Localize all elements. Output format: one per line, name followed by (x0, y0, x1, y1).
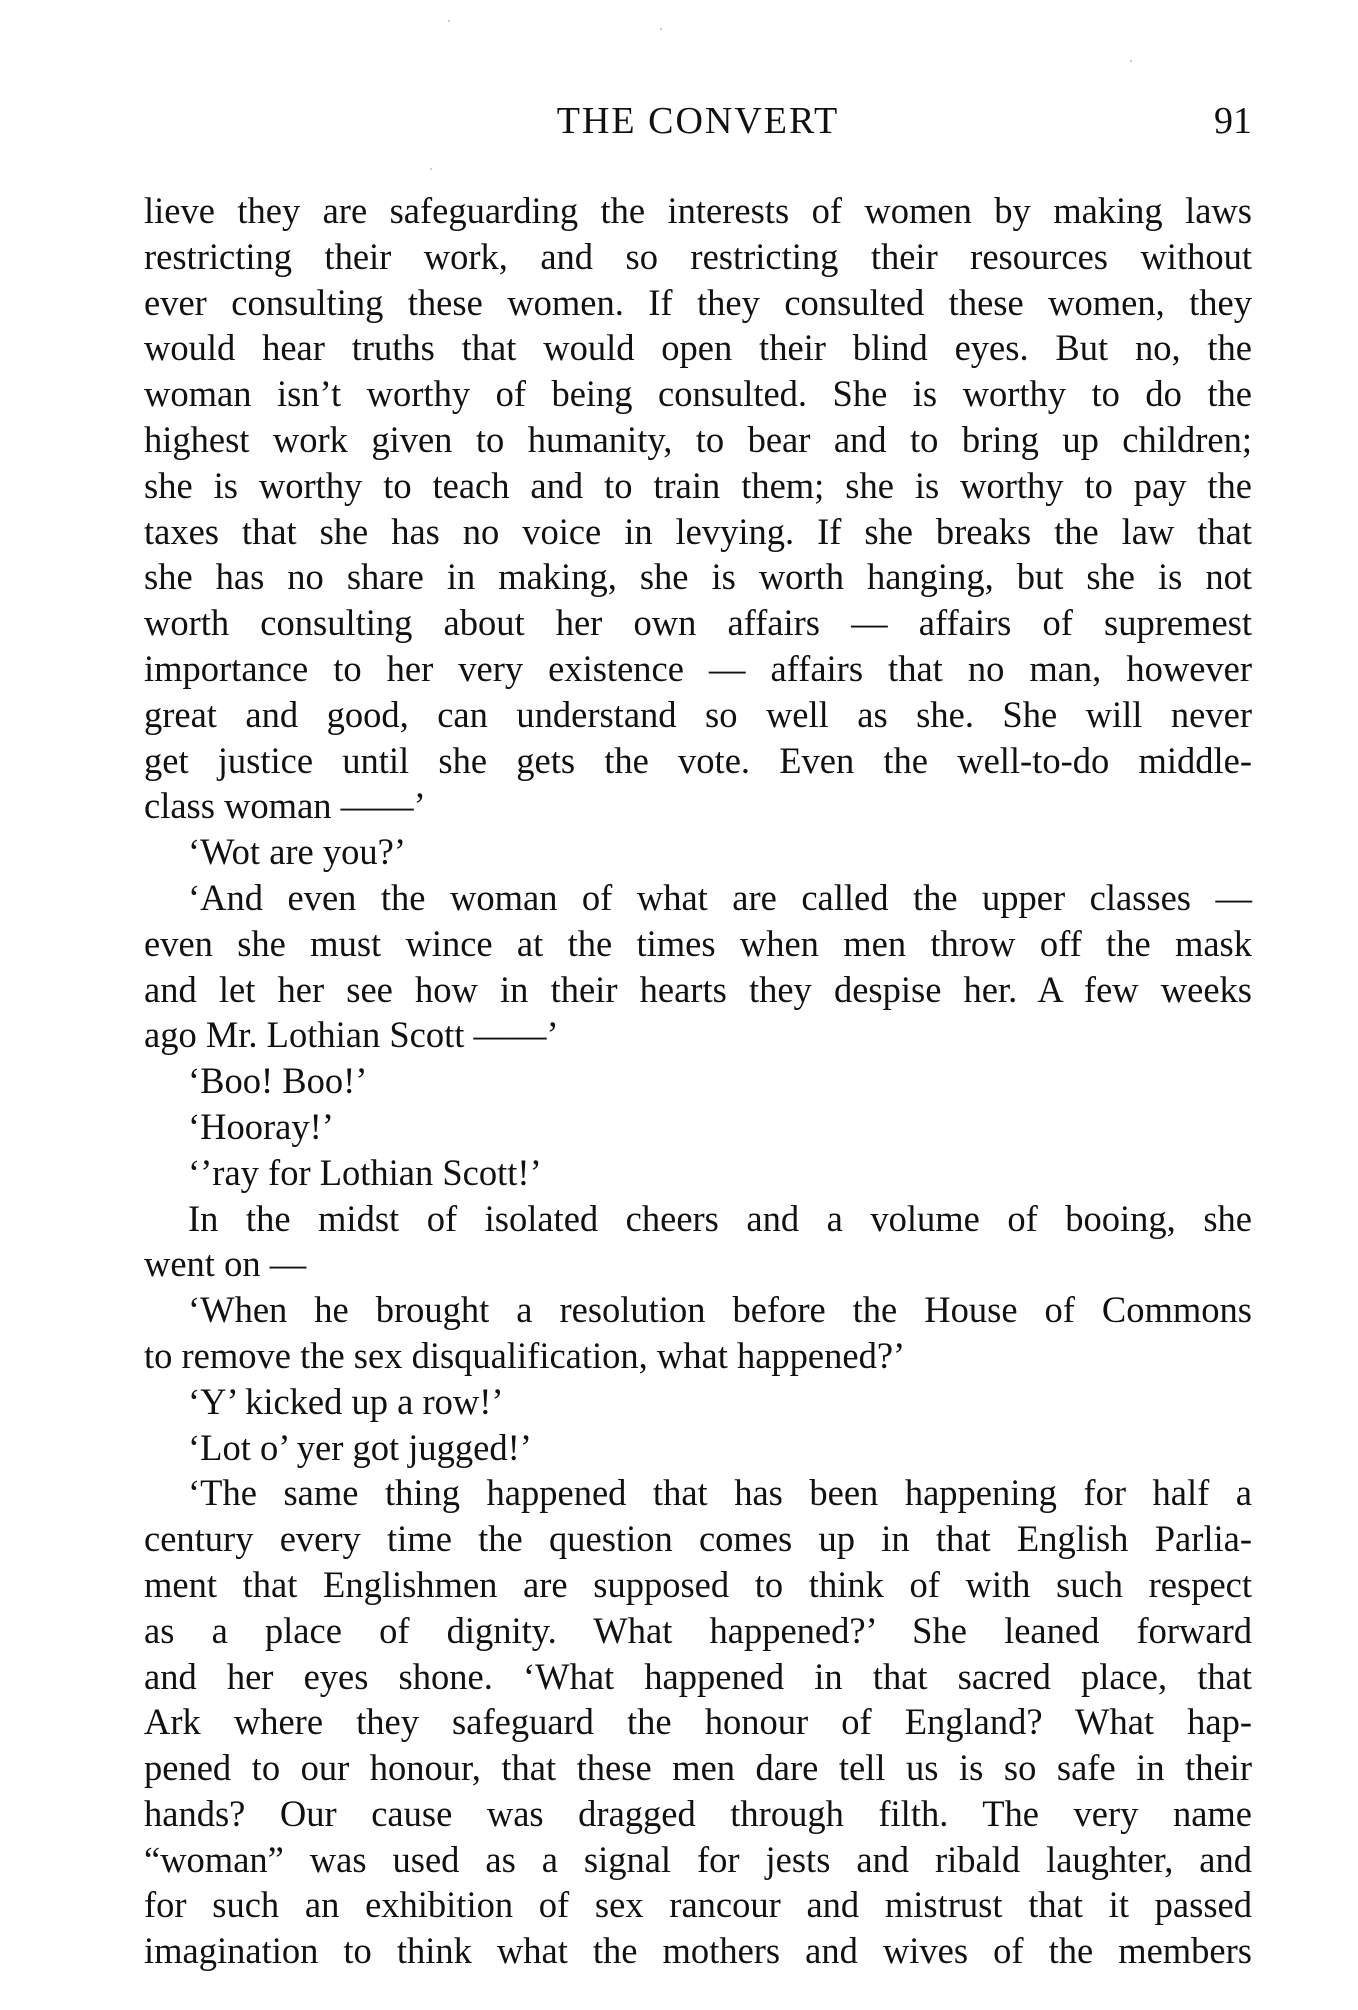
text-line: ‘When he brought a resolution before the House of Commons (188, 1289, 1252, 1331)
text-line: ago Mr. Lothian Scott ——’ (144, 1014, 559, 1056)
text-line: and her eyes shone. ‘What happened in that sacred place, that (144, 1655, 1252, 1697)
text-line: for such an exhibition of sex rancour and mistrust that it passed (144, 1884, 1252, 1926)
text-line: worth consulting about her own affairs — affairs of supremest (144, 602, 1252, 644)
text-line: and let her see how in their hearts they despise her. A few weeks (144, 968, 1252, 1010)
text-line: restricting their work, and so restricting their resources without (144, 235, 1252, 277)
scan-speck (430, 168, 432, 170)
scan-speck (448, 20, 450, 22)
text-line: went on — (144, 1243, 307, 1285)
text-line: taxes that she has no voice in levying. If she breaks the law that (144, 510, 1252, 552)
text-line: as a place of dignity. What happened?’ She leaned forward (144, 1609, 1252, 1651)
text-line: to remove the sex disqualification, what happened?’ (144, 1334, 906, 1376)
text-line: pened to our honour, that these men dare tell us is so safe in their (144, 1747, 1252, 1789)
text-line: she has no share in making, she is worth hanging, but she is not (144, 556, 1252, 598)
text-line: ‘And even the woman of what are called the upper classes — (188, 876, 1252, 918)
text-line: lieve they are safeguarding the interests of women by making laws (144, 190, 1252, 231)
text-line: ‘The same thing happened that has been happening for half a (188, 1472, 1252, 1514)
text-line: imagination to think what the mothers and wives of the members (144, 1930, 1252, 1972)
text-line: ‘Y’ kicked up a row!’ (188, 1380, 504, 1422)
text-line: highest work given to humanity, to bear and to bring up children; (144, 418, 1252, 460)
text-line: century every time the question comes up in that English Parlia- (144, 1518, 1252, 1560)
text-line: ‘Lot o’ yer got jugged!’ (188, 1426, 532, 1468)
text-line: great and good, can understand so well as she. She will never (144, 693, 1252, 735)
text-line: importance to her very existence — affairs that no man, however (144, 647, 1252, 689)
running-head (144, 96, 1252, 146)
text-line: she is worthy to teach and to train them; she is worthy to pay the (144, 464, 1252, 506)
text-line: ‘Boo! Boo!’ (188, 1060, 368, 1102)
text-line: Ark where they safeguard the honour of England? What hap- (144, 1701, 1252, 1743)
running-title: THE CONVERT (556, 100, 840, 142)
text-line: ‘’ray for Lothian Scott!’ (188, 1151, 542, 1193)
text-line: ment that Englishmen are supposed to think of with such respect (144, 1563, 1252, 1605)
page-number: 91 (1214, 100, 1252, 142)
text-line: “woman” was used as a signal for jests and ribald laughter, and (144, 1838, 1252, 1880)
text-line: get justice until she gets the vote. Even the well-to-do middle- (144, 739, 1252, 781)
text-line: ‘Wot are you?’ (188, 831, 406, 873)
scan-speck (1130, 60, 1132, 62)
body-text (144, 188, 1252, 1974)
scan-speck (660, 28, 662, 30)
text-line: hands? Our cause was dragged through filth. The very name (144, 1792, 1252, 1834)
text-line: would hear truths that would open their blind eyes. But no, the (144, 327, 1252, 369)
text-line: ever consulting these women. If they consulted these women, they (144, 281, 1252, 323)
text-line: ‘Hooray!’ (188, 1105, 334, 1147)
text-line: class woman ——’ (144, 785, 426, 827)
text-line: even she must wince at the times when men throw off the mask (144, 922, 1252, 964)
text-line: In the midst of isolated cheers and a volume of booing, she (188, 1197, 1252, 1239)
text-line: woman isn’t worthy of being consulted. She is worthy to do the (144, 373, 1252, 415)
